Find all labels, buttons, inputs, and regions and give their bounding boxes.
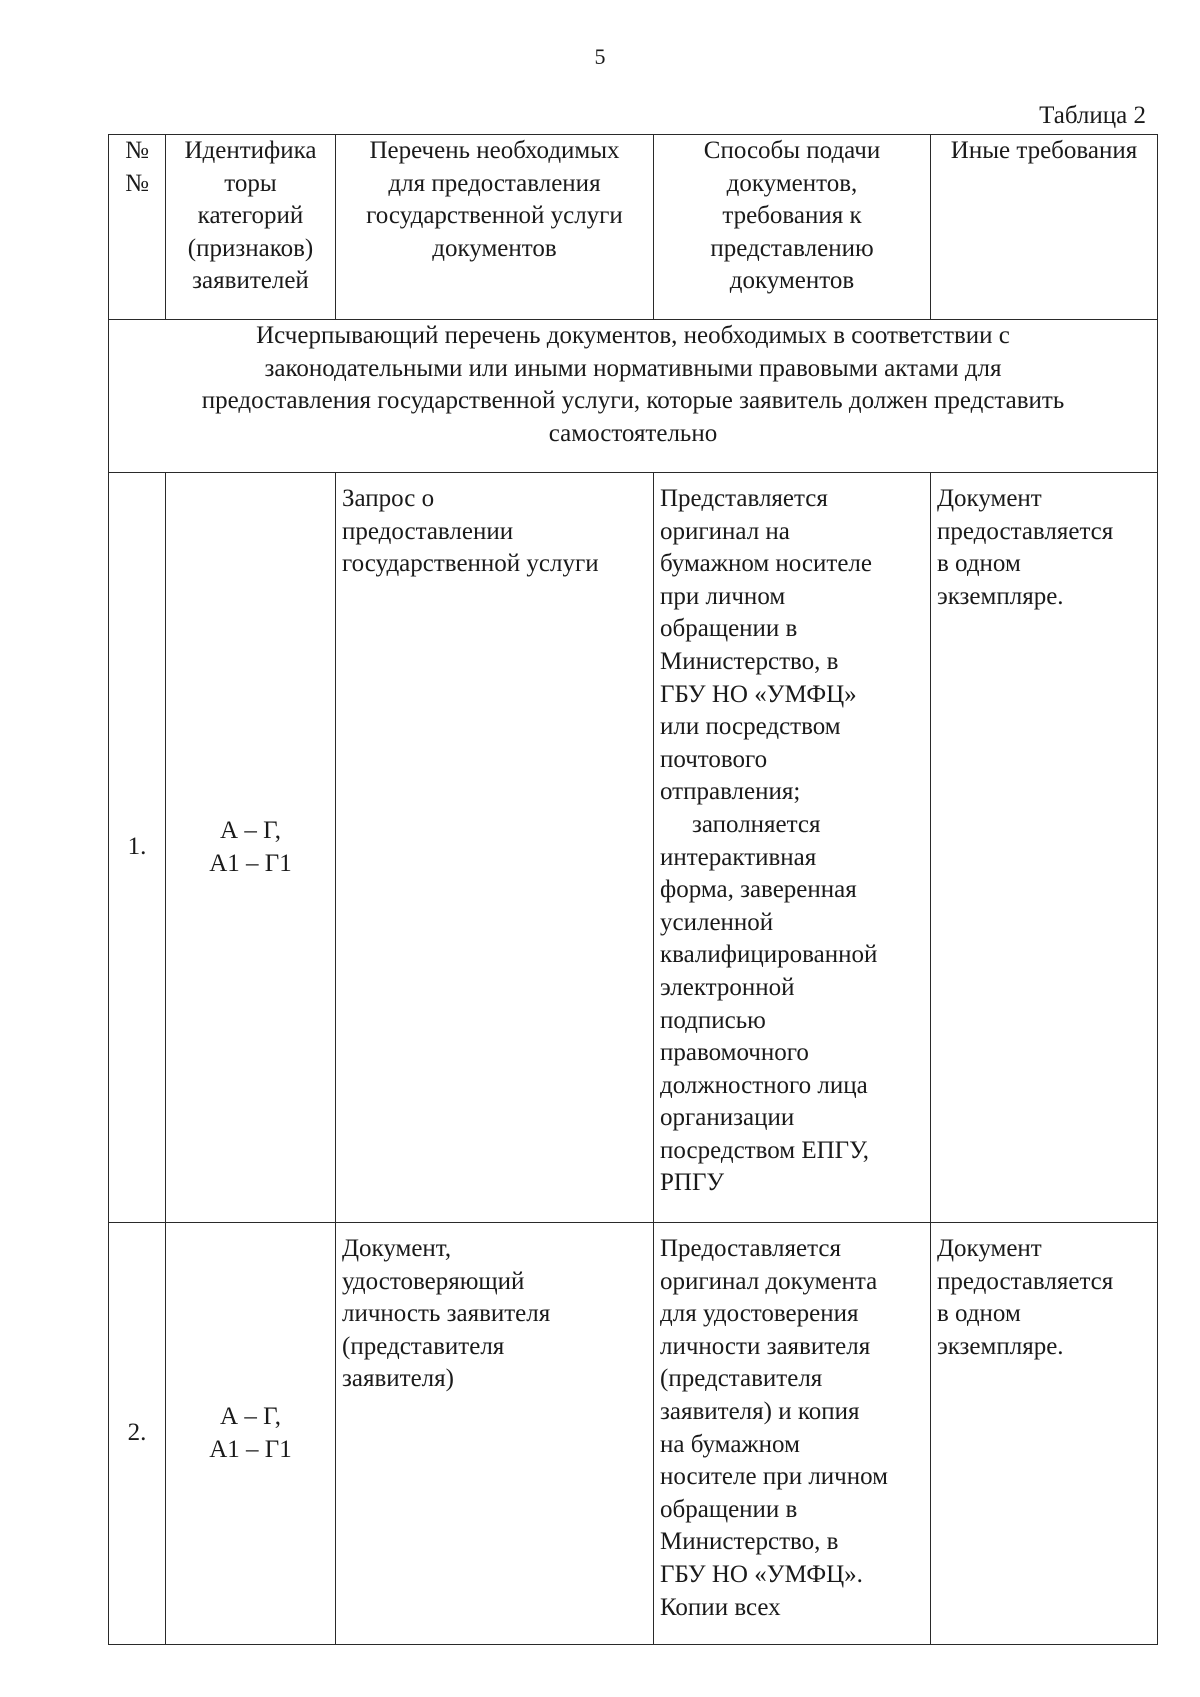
- row-other-line: в одном: [937, 1300, 1021, 1328]
- header-methods-line: Способы подачи: [703, 137, 881, 164]
- row-methods-line: обращении в: [660, 1495, 798, 1523]
- section-title-line: Исчерпывающий перечень документов, необходимых в соответствии с: [256, 322, 1010, 349]
- header-other-line: Иные требования: [950, 137, 1138, 164]
- row-document-line: предоставлении: [342, 517, 514, 545]
- row-other-line: Документ: [937, 485, 1042, 512]
- row-methods-line: ГБУ НО «УМФЦ»: [660, 680, 857, 708]
- header-documents-line: Перечень необходимых: [369, 137, 620, 164]
- header-identifiers-line: торы: [224, 169, 277, 197]
- row-methods-line: оригинал на: [660, 517, 790, 545]
- row-methods-line: почтового: [660, 745, 768, 773]
- table-caption: Таблица 2: [1039, 102, 1146, 129]
- row-other-line: экземпляре.: [937, 582, 1064, 610]
- row-methods-line: Министерство, в: [660, 647, 839, 675]
- row-methods-line: электронной: [660, 973, 795, 1001]
- row-methods-line: на бумажном: [660, 1430, 800, 1458]
- row-methods-line: Копии всех: [660, 1593, 781, 1621]
- row-methods-line: оригинал документа: [660, 1267, 878, 1295]
- row-methods-line: для удостоверения: [660, 1300, 859, 1328]
- header-methods-line: представлению: [710, 234, 874, 262]
- row-other-line: экземпляре.: [937, 1332, 1064, 1360]
- row-methods-line: Предоставляется: [660, 1235, 841, 1262]
- row-other-line: предоставляется: [937, 517, 1114, 545]
- table-row: [109, 1223, 1158, 1645]
- row-document-line: государственной услуги: [342, 550, 599, 578]
- row-identifiers-line: А1 – Г1: [209, 1435, 292, 1463]
- row-document-line: личность заявителя: [342, 1300, 551, 1328]
- row-methods-line: заявителя) и копия: [660, 1397, 860, 1425]
- row-methods-line: ГБУ НО «УМФЦ».: [660, 1560, 863, 1588]
- documents-table: [108, 134, 1158, 1645]
- section-row: [109, 320, 1158, 473]
- table-row: [109, 473, 1158, 1223]
- row-methods-line: носителе при личном: [660, 1463, 888, 1491]
- header-documents-line: государственной услуги: [366, 202, 623, 230]
- row-methods-line: организации: [660, 1104, 795, 1132]
- row-methods-line: интерактивная: [660, 843, 817, 871]
- row-methods: [654, 473, 931, 1223]
- row-other-line: Документ: [937, 1235, 1042, 1262]
- header-documents-line: для предоставления: [388, 169, 601, 197]
- row-document-line: заявителя): [342, 1365, 454, 1393]
- header-other: [931, 135, 1158, 320]
- row-other: [931, 1223, 1158, 1645]
- row-other-line: предоставляется: [937, 1267, 1114, 1295]
- row-document-line: Документ,: [342, 1235, 452, 1262]
- row-methods-line: отправления;: [660, 778, 801, 806]
- header-number-line: №: [125, 169, 149, 197]
- header-methods: [654, 135, 931, 320]
- row-methods-line: должностного лица: [660, 1071, 868, 1099]
- row-identifiers-line: А – Г,: [220, 816, 281, 844]
- row-methods-line: заполняется: [692, 810, 821, 838]
- header-documents-line: документов: [432, 234, 557, 262]
- row-document: [336, 473, 654, 1223]
- header-methods-line: документов: [729, 267, 855, 295]
- header-number: [109, 135, 166, 320]
- header-identifiers-line: Идентифика: [184, 137, 317, 164]
- row-methods-line: правомочного: [660, 1039, 809, 1067]
- row-methods-line: усиленной: [660, 908, 774, 936]
- row-methods-line: форма, заверенная: [660, 876, 857, 904]
- section-title-line: самостоятельно: [548, 419, 718, 447]
- section-title-line: законодательными или иными нормативными правовыми актами для: [264, 354, 1002, 382]
- header-identifiers-line: заявителей: [192, 267, 309, 295]
- row-methods-line: подписью: [660, 1006, 766, 1034]
- header-number-line: №: [125, 137, 149, 164]
- header-identifiers-line: (признаков): [187, 234, 314, 262]
- row-document-line: (представителя: [342, 1332, 505, 1360]
- row-document: [336, 1223, 654, 1645]
- section-title-line: предоставления государственной услуги, которые заявитель должен представить: [201, 387, 1065, 415]
- row-methods-line: или посредством: [660, 713, 841, 741]
- row-number: 2.: [109, 1223, 166, 1645]
- row-methods-line: квалифицированной: [660, 941, 878, 969]
- row-document-line: удостоверяющий: [342, 1267, 525, 1295]
- row-identifiers-line: А – Г,: [220, 1402, 281, 1430]
- row-methods: [654, 1223, 931, 1645]
- header-methods-line: требования к: [722, 202, 862, 230]
- section-title: [109, 320, 1158, 473]
- row-methods-line: РПГУ: [660, 1169, 725, 1197]
- row-identifiers-line: А1 – Г1: [209, 849, 292, 877]
- row-methods-line: обращении в: [660, 615, 798, 643]
- page-number: 5: [594, 44, 606, 69]
- row-other: [931, 473, 1158, 1223]
- row-other-line: в одном: [937, 550, 1021, 578]
- row-methods-line: (представителя: [660, 1365, 823, 1393]
- header-identifiers-line: категорий: [197, 202, 304, 230]
- row-methods-line: Представляется: [660, 485, 828, 512]
- row-methods-line: при личном: [660, 582, 786, 610]
- row-methods-line: Министерство, в: [660, 1528, 839, 1556]
- row-methods-line: личности заявителя: [660, 1332, 871, 1360]
- header-documents: [336, 135, 654, 320]
- row-number: 1.: [109, 473, 166, 1223]
- row-methods-line: бумажном носителе: [660, 550, 872, 578]
- row-document-line: Запрос о: [342, 485, 435, 512]
- row-identifiers: [166, 473, 336, 1223]
- row-methods-line: посредством ЕПГУ,: [660, 1136, 869, 1164]
- header-identifiers: [166, 135, 336, 320]
- header-methods-line: документов,: [726, 169, 858, 197]
- table-header-row: [109, 135, 1158, 320]
- row-identifiers: [166, 1223, 336, 1645]
